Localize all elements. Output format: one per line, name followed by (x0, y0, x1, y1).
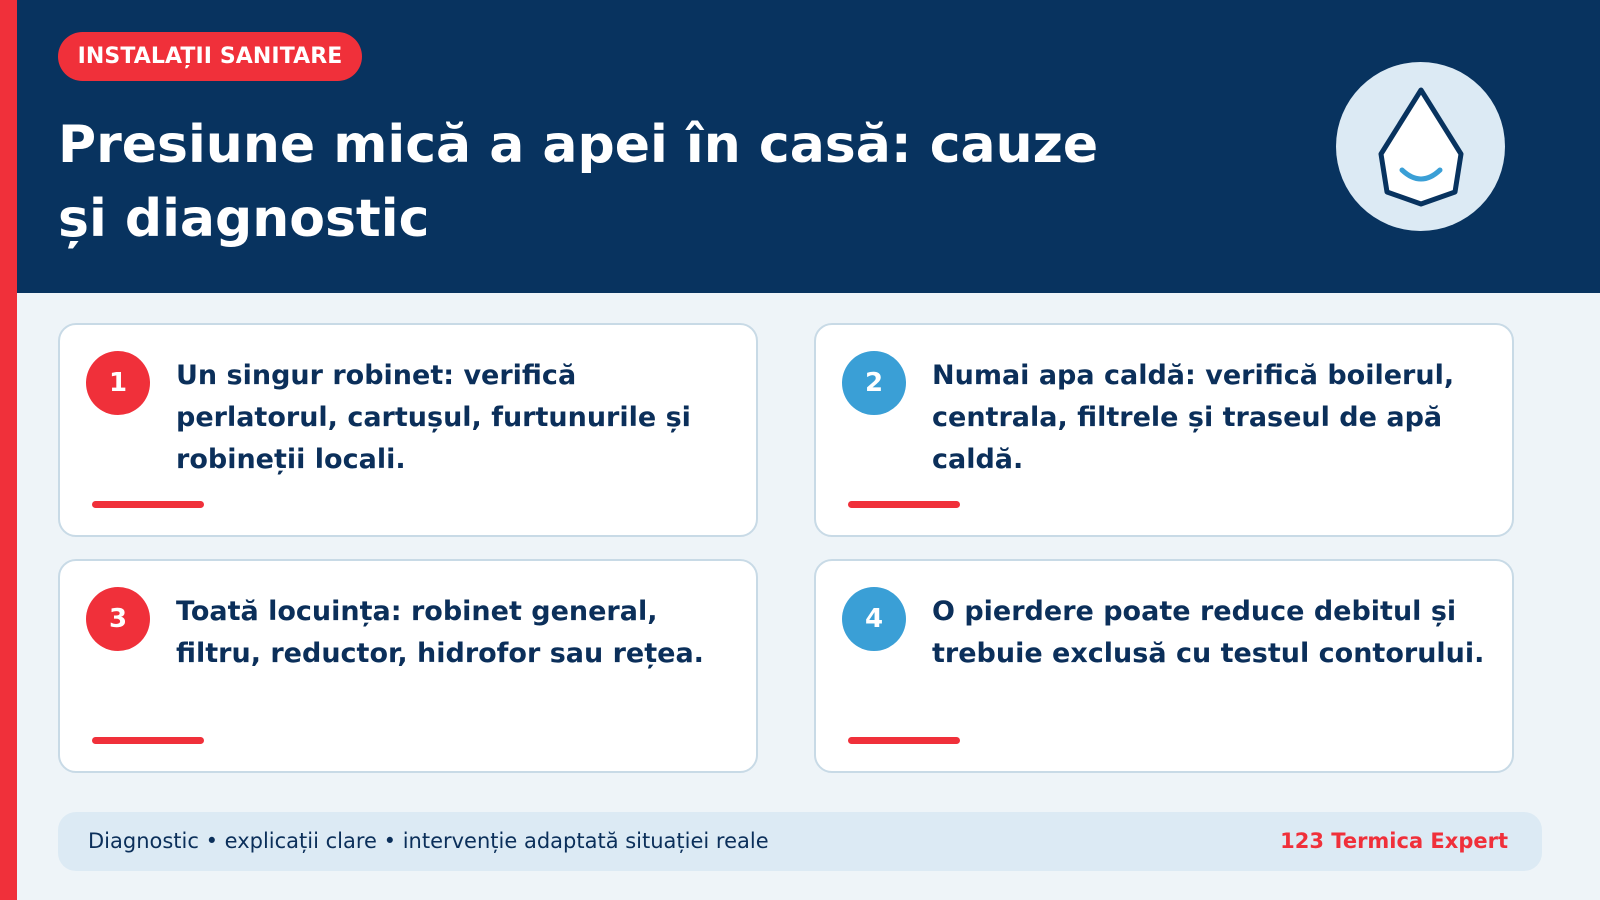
card-text: O pierdere poate reduce debitul și trebuie exclusă cu testul contorului. (932, 596, 1485, 669)
water-drop-smile-icon (1336, 62, 1505, 231)
card-number-badge: 3 (86, 587, 150, 651)
footer-brand: 123 Termica Expert (1280, 829, 1508, 853)
card-1 (58, 323, 758, 537)
card-accent-bar (848, 501, 960, 508)
card-number-badge: 1 (86, 351, 150, 415)
card-3 (58, 559, 758, 773)
card-accent-bar (848, 737, 960, 744)
card-accent-bar (92, 737, 204, 744)
left-accent-stripe (0, 0, 17, 900)
card-text: Un singur robinet: verifică perlatorul, cartușul, furtunurile și robineții locali. (176, 360, 691, 475)
card-number-badge: 2 (842, 351, 906, 415)
card-text: Numai apa caldă: verifică boilerul, centrala, filtrele și traseul de apă caldă. (932, 360, 1455, 475)
card-4 (814, 559, 1514, 773)
footer-bar (58, 812, 1542, 871)
card-number-badge: 4 (842, 587, 906, 651)
card-2 (814, 323, 1514, 537)
footer-tagline: Diagnostic • explicații clare • intervenție adaptată situației reale (88, 829, 769, 853)
card-text: Toată locuința: robinet general, filtru, reductor, hidrofor sau rețea. (176, 596, 704, 669)
page-title: Presiune mică a apei în casă: cauze și diagnostic (58, 115, 1099, 249)
card-accent-bar (92, 501, 204, 508)
category-badge: INSTALAȚII SANITARE (58, 32, 362, 81)
